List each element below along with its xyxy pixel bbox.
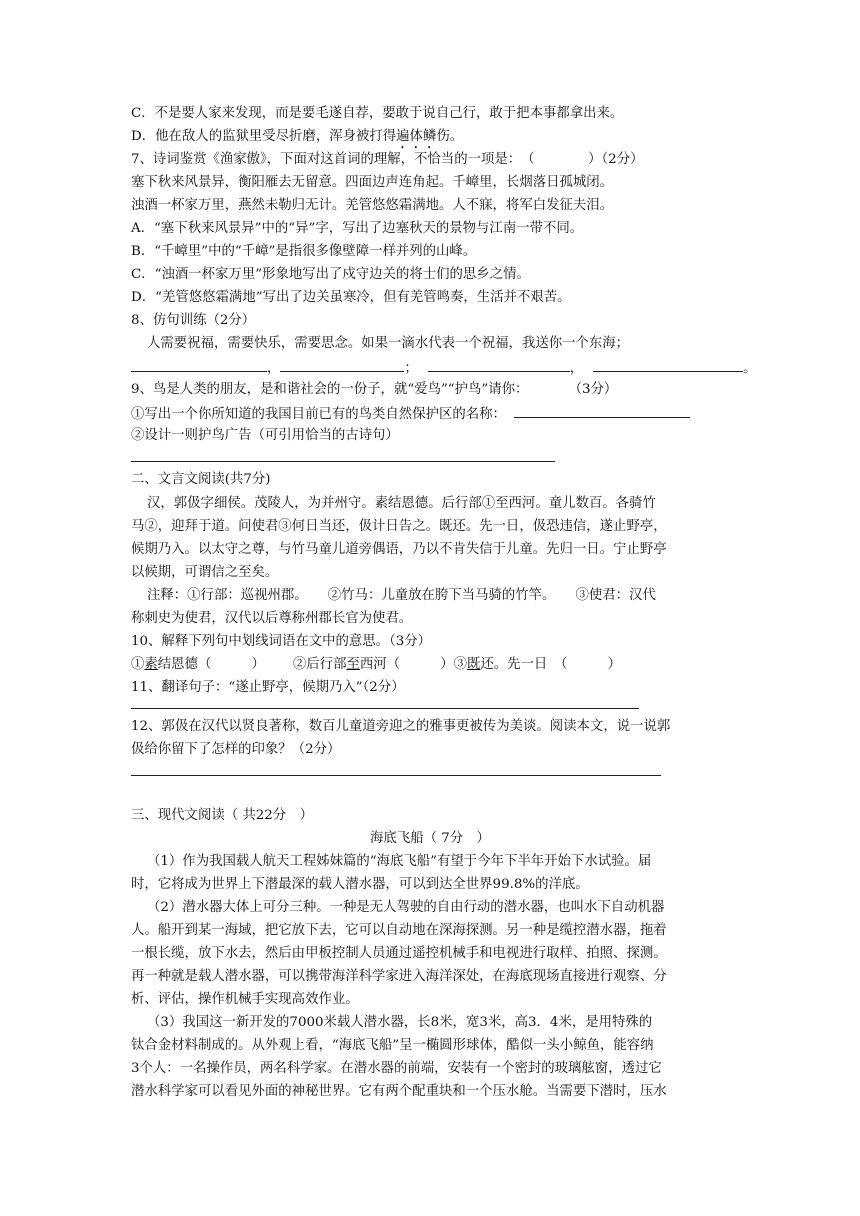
- q12-line-2: 伋给你留下了怎样的印象？（2分）: [131, 742, 341, 757]
- paragraph-2-line-3: 一根长缆，放下水去，然后由甲板控制人员通过遥控机械手和电视进行取样、拍照、探测。: [131, 946, 667, 961]
- paragraph-3-line-4: 潜水科学家可以看见外面的神秘世界。它有两个配重块和一个压水舱。当需要下潜时，压水: [131, 1084, 667, 1099]
- q9-item-1-blank[interactable]: [514, 403, 690, 418]
- q12-line-1: 12、郭伋在汉代以贤良著称，数百儿童道旁迎之的雅事更被传为美谈。阅读本文，说一说郭: [131, 719, 671, 734]
- article-title: 海底飞船（ 7分 ）: [370, 831, 490, 846]
- q9-answer-line[interactable]: [131, 461, 555, 462]
- paragraph-3-line-2: 钛合金材料制成的。从外观上看，“海底飞船”呈一椭圆形球体，酷似一头小鲸鱼，能容纳: [131, 1038, 654, 1053]
- q6-option-c: C．不是要人家来发现，而是要毛遂自荐，要敢于说自己行，敢于把本事都拿出来。: [131, 106, 624, 121]
- q8-blank-1[interactable]: [131, 357, 267, 372]
- q8-separator-1: ，: [267, 361, 281, 376]
- q9-item-2: ②设计一则护鸟广告（可引用恰当的古诗句）: [131, 428, 399, 443]
- paragraph-2-line-1: （2）潜水器大体上可分三种。一种是无人驾驶的自由行动的潜水器，也叫水下自动机器: [147, 900, 665, 915]
- q7-stem: 7、诗词鉴赏《渔家傲》，下面对这首词的理解，不恰当的一项是： （ ）（2分）: [131, 152, 644, 167]
- q8-separator-2: ；: [404, 361, 418, 376]
- classical-notes-line-2: 称刺史为使君，汉代以后尊称州郡长官为使君。: [131, 611, 413, 626]
- q11-answer-line[interactable]: [131, 708, 639, 709]
- paragraph-1-line-1: （1）作为我国载人航天工程姊妹篇的“海底飞船”有望于今年下半年开始下水试验。届: [147, 854, 652, 869]
- q9-item-1: [131, 403, 690, 425]
- paragraph-2-line-2: 人。船开到某一海域，把它放下去，它可以自动地在深海探测。另一种是缆控潜水器，拖着: [131, 923, 667, 938]
- paragraph-3-line-3: 3个人：一名操作员，两名科学家。在潜水器的前端，安装有一个密封的玻璃舷窗，透过它: [131, 1061, 662, 1076]
- q10-stem: 10、解释下列句中划线词语在文中的意思。（3分）: [131, 634, 432, 649]
- q10-items: [131, 655, 621, 675]
- section-2-heading: 二、文言文阅读(共7分): [131, 472, 271, 487]
- section-3-heading: 三、现代文阅读（ 共22分 ）: [131, 808, 313, 823]
- q8-stem: 8、仿句训练（2分）: [131, 313, 256, 328]
- q8-blanks: [131, 357, 757, 379]
- paragraph-3-line-1: （3）我国这一新开发的7000米载人潜水器，长8米，宽3米，高3．4米，是用特殊的: [147, 1015, 653, 1030]
- paragraph-1-line-2: 时，它将成为世界上下潜最深的载人潜水器，可以到达全世界99.8%的洋底。: [131, 877, 589, 892]
- q7-option-d: D．“羌管悠悠霜满地”写出了边关虽寒冷，但有羌管鸣奏，生活并不艰苦。: [131, 290, 571, 305]
- q7-option-b: B．“千嶂里”中的“千嶂”是指很多像壁障一样并列的山峰。: [131, 244, 477, 259]
- classical-para-line-2: 马②，迎拜于道。问使君③何日当还，伋计日告之。既还。先一日，伋恐违信，遂止野亭，: [131, 519, 667, 534]
- q10-item-3-underlined: 既: [466, 657, 481, 672]
- q10-item-1-underlined: 素: [144, 657, 158, 672]
- q12-answer-line[interactable]: [131, 775, 661, 776]
- q8-blank-4[interactable]: [593, 357, 743, 372]
- q10-item-2-post: 西河（ ）: [359, 657, 454, 672]
- q6-option-d: [131, 127, 463, 152]
- q10-item-2-underlined: 至: [346, 657, 360, 672]
- q6-option-d-dotted: 遍体鳞: [396, 129, 437, 144]
- classical-para-line-3: 候期乃入。以太守之尊，与竹马童儿道旁偶语，乃以不肯失信于儿童。先归一日。宁止野亭: [131, 542, 667, 557]
- q7-option-c: C．“浊酒一杯家万里”形象地写出了戍守边关的将士们的思乡之情。: [131, 267, 530, 282]
- q8-blank-2[interactable]: [280, 357, 404, 372]
- q9-item-1-text: ①写出一个你所知道的我国目前已有的鸟类自然保护区的名称：: [131, 407, 506, 422]
- q6-option-d-post: 伤。: [436, 129, 464, 144]
- q9-stem: 9、鸟是人类的朋友，是和谐社会的一份子，就“爱鸟”“护鸟”请你： （3分）: [131, 382, 618, 397]
- q10-item-1-pre: ①: [131, 657, 145, 672]
- q11-stem: 11、翻译句子：“遂止野亭，候期乃入”（2分）: [131, 680, 405, 695]
- q10-item-1-post: 结恩德（ ）: [157, 657, 265, 672]
- paragraph-2-line-5: 析、评估，操作机械手实现高效作业。: [131, 992, 359, 1007]
- q10-item-3-post: 还。先一日 （ ）: [480, 657, 621, 672]
- q10-item-3-pre: ③: [453, 657, 467, 672]
- classical-para-line-1: 汉，郭伋字细侯。茂陵人，为并州守。素结恩德。后行部①至西河。童儿数百。各骑竹: [147, 496, 656, 511]
- classical-para-line-4: 以候期，可谓信之至矣。: [131, 565, 279, 580]
- q8-separator-3: ，: [569, 361, 584, 376]
- q7-option-a: A．“塞下秋来风景异”中的“异”字，写出了边塞秋天的景物与江南一带不同。: [131, 221, 584, 236]
- q8-blank-3[interactable]: [428, 357, 570, 372]
- q6-option-d-pre: D．他在敌人的监狱里受尽折磨，浑身被打得: [131, 129, 397, 144]
- q7-poem-line-1: 塞下秋来风景异，衡阳雁去无留意。四面边声连角起。千嶂里，长烟落日孤城闭。: [131, 175, 614, 190]
- q10-item-2-pre: ②后行部: [292, 657, 347, 672]
- q7-poem-line-2: 浊酒一杯家万里，燕然未勒归无计。羌管悠悠霜满地。人不寐，将军白发征夫泪。: [131, 198, 614, 213]
- paragraph-2-line-4: 再一种就是载人潜水器，可以携带海洋科学家进入海洋深处，在海底现场直接进行观察、分: [131, 969, 667, 984]
- q8-text: 人需要祝福，需要快乐，需要思念。如果一滴水代表一个祝福，我送你一个东海；: [147, 336, 630, 351]
- classical-notes-line-1: 注释：①行部：巡视州郡。 ②竹马：儿童放在胯下当马骑的竹竿。 ③使君：汉代: [147, 588, 656, 603]
- q8-end-mark: 。: [743, 361, 757, 376]
